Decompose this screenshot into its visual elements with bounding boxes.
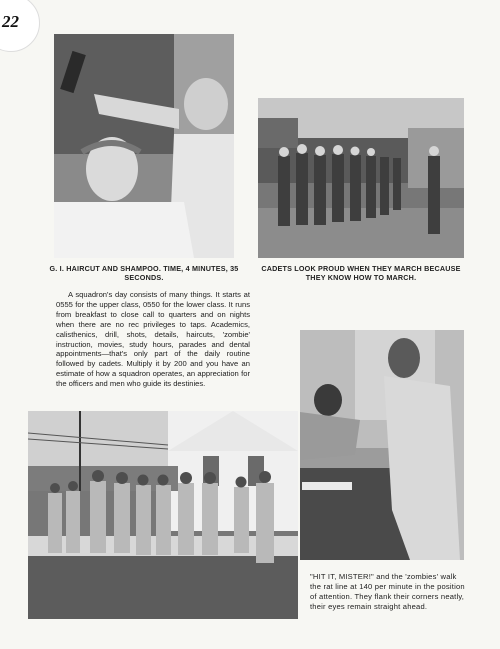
haircut-photo	[54, 34, 234, 258]
page-number: 22	[2, 12, 19, 31]
march-caption: CADETS LOOK PROUD WHEN THEY MARCH BECAUSE THEY KNOW HOW TO MARCH.	[261, 264, 461, 282]
body-paragraph	[56, 290, 250, 389]
ratline-photo	[28, 411, 298, 619]
desk-photo	[300, 330, 464, 560]
body-paragraph-text: A squadron's day consists of many things. It starts at 0555 for the upper class, 0550 for the lower class. It runs from breakfast to close call to quarters and on nights when there are no rec privileges to taps. Academics, calisthenics, drill, shots, details, haircuts, 'zombie' instruction, movies, study hours, parades and dental appointments—that's only part of the daily routine followed by cadets. Multiply it by 200 and you have an estimate of how a squadron operates, an appreciation for the officers and men who guide its destinies.	[56, 290, 250, 389]
haircut-caption: G. I. HAIRCUT AND SHAMPOO. TIME, 4 MINUTES, 35 SECONDS.	[49, 264, 239, 282]
ratline-caption: "HIT IT, MISTER!" and the 'zombies' walk the rat line at 140 per minute in the position of attention. They flank their corners neatly, their eyes remain straight ahead.	[310, 572, 465, 611]
march-photo	[258, 98, 464, 258]
